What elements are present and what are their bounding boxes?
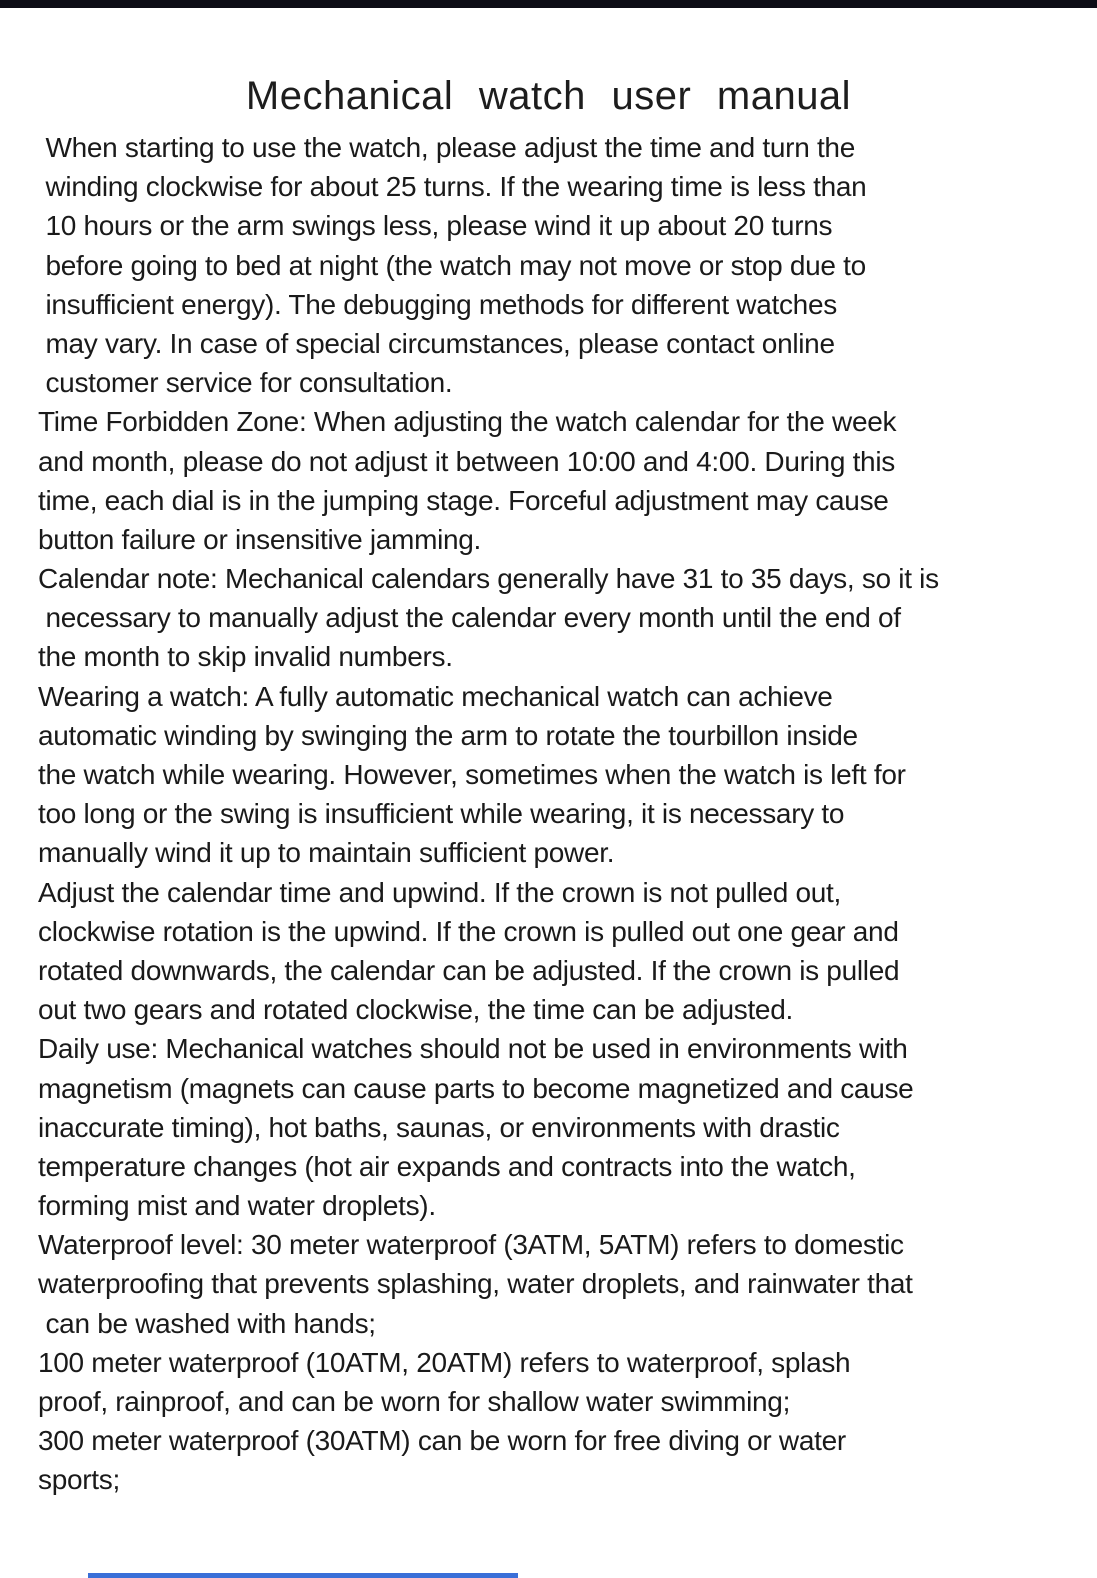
text-line: automatic winding by swinging the arm to rotate the tourbillon inside — [38, 719, 858, 751]
paragraph-calendar-note — [38, 559, 1077, 677]
text-line: 100 meter waterproof (10ATM, 20ATM) refers to waterproof, splash — [38, 1346, 851, 1378]
text-line: before going to bed at night (the watch may not move or stop due to — [38, 249, 866, 281]
text-line: Calendar note: Mechanical calendars generally have 31 to 35 days, so it is — [38, 563, 939, 595]
text-line: may vary. In case of special circumstances, please contact online — [38, 327, 835, 359]
paragraph-time-forbidden-zone — [38, 402, 1077, 559]
text-line: time, each dial is in the jumping stage. Forceful adjustment may cause — [38, 484, 889, 516]
text-line: rotated downwards, the calendar can be adjusted. If the crown is pulled — [38, 954, 900, 986]
text-line: and month, please do not adjust it between 10:00 and 4:00. During this — [38, 445, 895, 477]
paragraph-daily-use — [38, 1029, 1077, 1225]
text-line: the month to skip invalid numbers. — [38, 641, 453, 673]
text-line: forming mist and water droplets). — [38, 1190, 436, 1222]
manual-body-text — [38, 128, 1077, 1500]
text-line: 10 hours or the arm swings less, please wind it up about 20 turns — [38, 210, 833, 242]
text-line: insufficient energy). The debugging methods for different watches — [38, 288, 837, 320]
text-line: proof, rainproof, and can be worn for shallow water swimming; — [38, 1386, 791, 1417]
paragraph-intro — [38, 128, 1077, 402]
text-line: Daily use: Mechanical watches should not be used in environments with — [38, 1033, 908, 1065]
text-line: winding clockwise for about 25 turns. If the wearing time is less than — [38, 171, 867, 203]
text-line: Waterproof level: 30 meter waterproof (3ATM, 5ATM) refers to domestic — [38, 1229, 904, 1261]
text-line: 300 meter waterproof (30ATM) can be worn for free diving or water — [38, 1425, 846, 1457]
text-line: manually wind it up to maintain sufficient power. — [38, 837, 615, 869]
text-line: button failure or insensitive jamming. — [38, 523, 482, 555]
text-line: clockwise rotation is the upwind. If the crown is pulled out one gear and — [38, 915, 899, 947]
text-line: temperature changes (hot air expands and contracts into the watch, — [38, 1150, 856, 1182]
text-line: Time Forbidden Zone: When adjusting the watch calendar for the week — [38, 406, 897, 438]
text-line: customer service for consultation. — [38, 367, 453, 399]
text-line: out two gears and rotated clockwise, the time can be adjusted. — [38, 994, 793, 1026]
text-line: sports; — [38, 1464, 120, 1496]
paragraph-wearing-a-watch — [38, 677, 1077, 873]
text-line: the watch while wearing. However, sometimes when the watch is left for — [38, 759, 906, 790]
text-line: inaccurate timing), hot baths, saunas, or environments with drastic — [38, 1111, 840, 1143]
paragraph-waterproof-level-30m — [38, 1225, 1077, 1343]
text-line: magnetism (magnets can cause parts to become magnetized and cause — [38, 1072, 914, 1104]
text-line: necessary to manually adjust the calendar every month until the end of — [38, 602, 901, 634]
paragraph-waterproof-100m — [38, 1343, 1077, 1500]
text-line: waterproofing that prevents splashing, water droplets, and rainwater that — [38, 1268, 913, 1300]
page-title: Mechanical watch user manual — [245, 74, 852, 118]
text-line: Adjust the calendar time and upwind. If the crown is not pulled out, — [38, 876, 841, 908]
text-line: too long or the swing is insufficient while wearing, it is necessary to — [38, 798, 845, 830]
top-crop-bar — [0, 0, 1097, 8]
text-line: can be washed with hands; — [38, 1307, 376, 1339]
paragraph-adjust-calendar-time — [38, 873, 1077, 1030]
text-line: Wearing a watch: A fully automatic mechanical watch can achieve — [38, 680, 833, 712]
text-line: When starting to use the watch, please adjust the time and turn the — [38, 132, 855, 163]
bottom-crop-bar — [88, 1573, 518, 1578]
